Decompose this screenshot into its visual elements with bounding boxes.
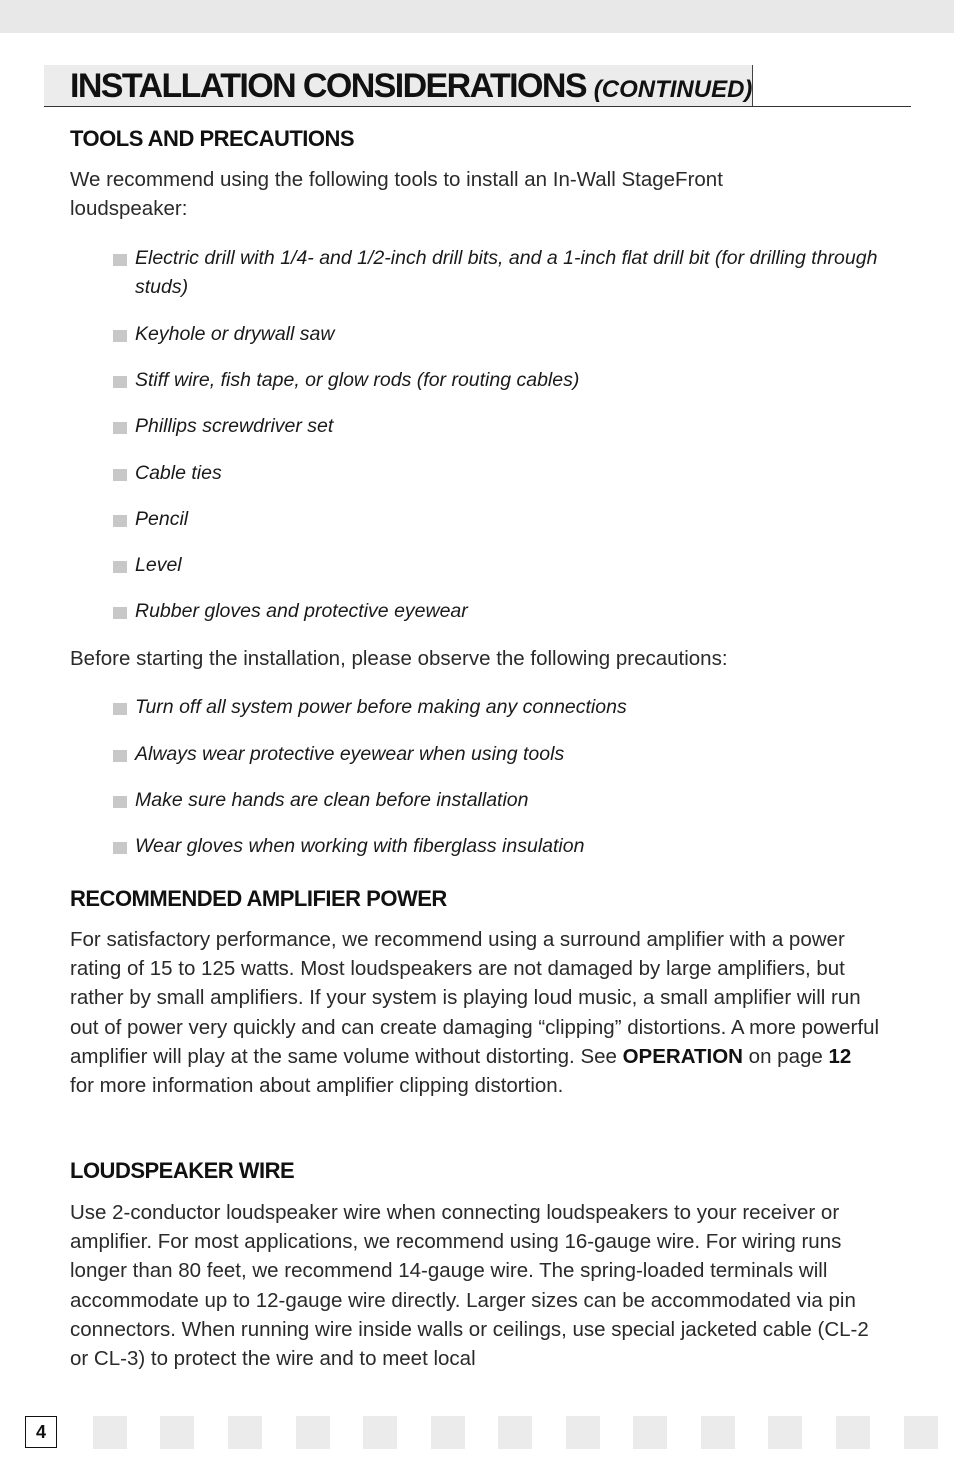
square-bullet-icon	[113, 469, 127, 481]
footer-block	[93, 1416, 127, 1449]
square-bullet-icon	[113, 750, 127, 762]
page-reference: 12	[828, 1044, 852, 1068]
tools-intro: We recommend using the following tools to install an In-Wall StageFront loudspeaker:	[70, 168, 723, 221]
section-heading-tools: TOOLS AND PRECAUTIONS	[70, 126, 355, 151]
tool-item: Electric drill with 1/4- and 1/2-inch drill bits, and a 1-inch flat drill bit (for drilling through studs)	[113, 244, 883, 302]
tool-item: Level	[113, 551, 883, 580]
section-heading-wire: LOUDSPEAKER WIRE	[70, 1158, 295, 1183]
precaution-item: Always wear protective eyewear when using tools	[113, 740, 883, 769]
precaution-item: Wear gloves when working with fiberglass insulation	[113, 832, 883, 861]
square-bullet-icon	[113, 254, 127, 266]
section-heading-amplifier: RECOMMENDED AMPLIFIER POWER	[70, 886, 447, 911]
page-title-suffix: (CONTINUED)	[593, 76, 753, 103]
footer-block	[363, 1416, 397, 1449]
tool-item: Cable ties	[113, 459, 883, 488]
precautions-intro: Before starting the installation, please observe the following precautions:	[70, 647, 728, 670]
top-band	[0, 0, 954, 33]
precaution-item: Turn off all system power before making any connections	[113, 693, 883, 722]
square-bullet-icon	[113, 703, 127, 715]
footer-block	[836, 1416, 870, 1449]
tool-item: Stiff wire, fish tape, or glow rods (for routing cables)	[113, 366, 883, 395]
square-bullet-icon	[113, 561, 127, 573]
square-bullet-icon	[113, 422, 127, 434]
footer-block	[904, 1416, 938, 1449]
tool-item: Rubber gloves and protective eyewear	[113, 597, 883, 626]
footer-block	[633, 1416, 667, 1449]
page-title-main: INSTALLATION CONSIDERATIONS	[70, 67, 586, 105]
page-number: 4	[25, 1416, 57, 1448]
footer-block	[160, 1416, 194, 1449]
footer-block	[296, 1416, 330, 1449]
square-bullet-icon	[113, 607, 127, 619]
footer-block	[228, 1416, 262, 1449]
square-bullet-icon	[113, 515, 127, 527]
tool-item: Keyhole or drywall saw	[113, 320, 883, 349]
square-bullet-icon	[113, 796, 127, 808]
footer-block	[498, 1416, 532, 1449]
footer-block	[768, 1416, 802, 1449]
footer-block	[566, 1416, 600, 1449]
square-bullet-icon	[113, 842, 127, 854]
footer-block	[701, 1416, 735, 1449]
operation-reference: OPERATION	[622, 1044, 743, 1068]
wire-paragraph: Use 2-conductor loudspeaker wire when connecting loudspeakers to your receiver or amplifier. For most applications, we recommend using 16-gauge wire. For wiring runs longer than 80 feet, we recommend 14-gauge wire. The spring-loaded terminals will accommodate up to 12-gauge wire directly. Larger sizes can be accommodated via pin connectors. When running wire inside walls or ceilings, use special jacketed cable (CL-2 or CL-3) to protect the wire and to meet local	[70, 1201, 869, 1371]
square-bullet-icon	[113, 330, 127, 342]
footer-block	[431, 1416, 465, 1449]
square-bullet-icon	[113, 376, 127, 388]
tool-item: Phillips screwdriver set	[113, 412, 883, 441]
precaution-item: Make sure hands are clean before installation	[113, 786, 883, 815]
amplifier-paragraph: For satisfactory performance, we recommend using a surround amplifier with a power rating of 15 to 125 watts. Most loudspeakers are not damaged by large amplifiers, but rather by small amplifiers. If your system is playing loud music, a small amplifier will run out of power very quickly and can create damaging “clipping” distortions. A more powerful amplifier will play at the same volume without distorting. See OPERATION on page 12 for more information about amplifier clipping distortion.	[70, 928, 880, 1098]
tool-item: Pencil	[113, 505, 883, 534]
page-title	[70, 64, 752, 112]
